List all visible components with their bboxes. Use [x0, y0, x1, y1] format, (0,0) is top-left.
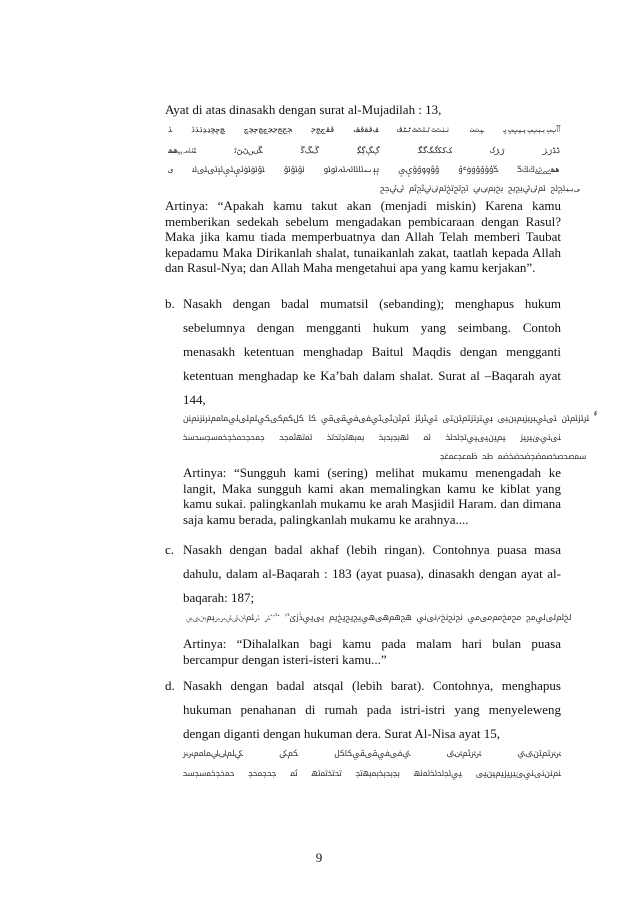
list-label: d. — [165, 678, 175, 693]
arabic-verse-line: ﱰﱱﱲﱳﱴﱵ ﱶﱷﱸﱹﱺ ﱻﱼﱽﱾﱿﲀﲁ ﲂﲃ ﲄﲅﲆﲇﲈﲉﲊﲋ — [183, 749, 561, 758]
translation-paragraph: Artinya: “Dihalalkan bagi kamu pada malam hari bulan puasa bercampur dengan isteri-isteri kamu...” — [183, 636, 561, 667]
page-number: 9 — [315, 850, 323, 865]
body-line: Nasakh dengan badal mumatsil (sebanding); menghapus hukum — [183, 296, 561, 311]
arabic-verse-line: ﭐﭑﭒﭓﭔﭕﭖﭗﭘﭙﭚﭛﭜ ﭝﭞﭟ ﭠﭡﭢﭣﭤﭥﭦﭧﭨﭩﭪ ﭫﭬﭭﭮﭯ ﭰﭱﭲﭳﭴ ﭵﭶﭷﭸﭹﭺﭻﭼﭽﭾ ﭿﮀﮁﮂﮃﮄﮅﮆ ﮇ — [168, 125, 560, 134]
body-line: 144, — [183, 392, 206, 407]
arabic-verse-line: ﯽﯾﯿﰀﰁ ﰂﰃﰄﰅﰆ ﰇﰈﰉﰊ ﰋﰌﰍﰎﰏﰐﰑﰒ ﰓﰔﰕ — [380, 184, 580, 193]
body-line: ketentuan menghadap ke Ka’bah dalam shalat. Surat al –Baqarah ayat — [183, 368, 561, 383]
body-line: Nasakh dengan badal akhaf (lebih ringan). Contohnya puasa masa — [183, 542, 561, 557]
arabic-verse-line: ﮬﮭﮮﮯﮰﮱﯓﯔﯕ ﯖﯗﯘﯙﯚﯛﯜﯝ ﯞﯟﯠﯡﯢﯣﯤﯥ ﯦﯧﯨﯩﯪﯫﯬﯭﯮﯯ ﯰﯱﯲ ﯳﯴﯵﯶﯷﯸﯹﯺﯻ ﯼ — [168, 165, 560, 174]
list-label: b. — [165, 296, 175, 311]
arabic-verse-line: ﲰﲱﲲﲳﲴﲵﲶﲷ ﲸ ﲹﲺﲻﲼ — [440, 452, 587, 461]
body-line: dengan diganti dengan hukuman dera. Surat Al-Nisa ayat 15, — [183, 726, 500, 741]
body-line: Nasakh dengan badal atsqal (lebih barat). Contohnya, menghapus — [183, 678, 561, 693]
list-label: c. — [165, 542, 175, 557]
arabic-verse-line: ﲎﲏﲐﲑﲒ ﲓﲔﲕﲖﲗﲘﲙ ﲚ ﲛﲜﲝﲞ ﲟﲠﲡﲢﲣ ﲤﲥﲦﲧ ﲨﲩﲪﲫﲬﲭﲮﲯ — [183, 433, 561, 442]
body-line: menasakh ketentuan menghadap Baitul Maqdis dengan mengganti — [183, 344, 561, 359]
body-line: baqarah: 187; — [183, 590, 255, 605]
translation-paragraph: Artinya: “Sungguh kami (sering) melihat mukamu menengadah ke langit, Maka sungguh kami akan memalingkan kamu ke kiblat yang kamu sukai. palingkanlah mukamu ke arah Masjidil Haram. dan dimana saja kamu berada, palingkanlah mukamu ke arahnya.... — [183, 465, 561, 527]
arabic-verse-line: ﲌﲍﲎﲏﲐﲑﲒﲓﲔﲕ ﲖﲗﲘﲙﲚﲛ ﲜﲝﲞﲟﲠﲡ ﲢﲣﲤﲥ ﲦ ﲧﲨﲩ ﲪﲫﲬﲭﲮ — [183, 769, 561, 778]
translation-paragraph: Artinya: “Apakah kamu takut akan (menjadi miskin) Karena kamu memberikan sedekah sebelum mengadakan pembicaraan dengan Rasul? Maka jika kamu tiada memperbuatnya dan Allah Telah memberi Taubat kepadamu Maka Dirikanlah shalat, tunaikanlah zakat, taatlah kepada Allah dan Rasul-Nya; dan Allah Maha mengetahui apa yang kamu kerjakan”. — [165, 198, 561, 275]
body-line: dahulu, dalam al-Baqarah : 183 (ayat puasa), dinasakh dengan ayat al- — [183, 566, 561, 581]
body-line: hukuman penahanan di rumah pada istri-istri yang menyeleweng — [183, 702, 561, 717]
intro-line: Ayat di atas dinasakh dengan surat al-Mujadilah : 13, — [165, 102, 442, 117]
arabic-verse-line: ﱡﱢﱣ ﱤﱥﱦﱧ ﱨﱩﱪﱫﱬﱭﱮ ﱯﱰﱱﱲﱳﱴ ﱵﱶﱷ ﱸﱹﱺﱻﱼﱽﱾﱿ ﲀ ﲁﲂﲃﲄﲅﲆﲇﲈﲉﲊﲋﲌﲍ — [183, 414, 595, 423]
body-line: sebelumnya dengan mengganti hukum yang seimbang. Contoh — [183, 320, 561, 335]
arabic-verse-line: ﮈﮉﮊﮋ ﮌﮍﮎ ﮏﮐﮑﮒﮓﮔﮕ ﮖﮗﮘﮙ ﮚﮛﮜ ﮝﮞﮟﮠﮡﮢ ﮣﮤﮥﮦﮧﮨﮩﮪﮫ — [168, 146, 560, 155]
arabic-verse-line: ﱁﱂﱃﱄﱅ ﱆﱇﱈﱉﱊ ﱋﱌﱍﱎﱏﱐ ﱑﱒﱓﱔﱕﱖﱗﱘ ﱙﱚﱛﱜﱝﱞﱟ ﱠﱡﱢﱣﱤ ﱥﱦﱧﱨﱩﱪﱫﱬﱭﱮﱯ — [186, 613, 572, 622]
